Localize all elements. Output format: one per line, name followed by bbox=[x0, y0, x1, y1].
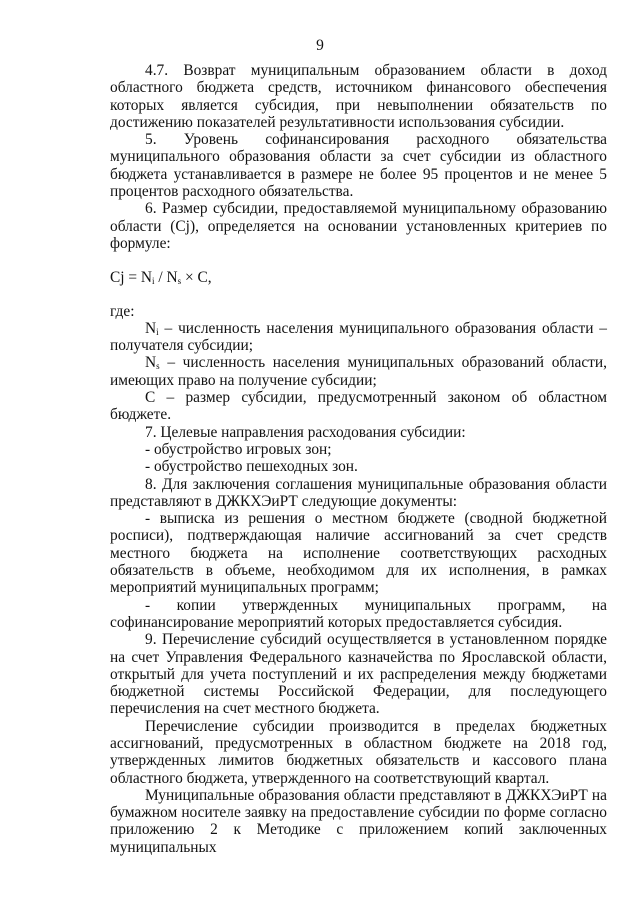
formula-rhs: × С, bbox=[181, 269, 212, 287]
document-body bbox=[110, 62, 607, 856]
formula-sub-i: i bbox=[152, 276, 155, 287]
def-ni-letter: N bbox=[145, 319, 157, 337]
formula-sub-s: s bbox=[177, 276, 182, 287]
paragraph-7: 7. Целевые направления расходования субсидии: bbox=[145, 423, 466, 441]
paragraph-8: 8. Для заключения соглашения муниципальные образования области представляют в ДЖКХЭиРТ следующие документы: bbox=[110, 475, 607, 510]
paragraph-9-b: Перечисление субсидии производится в пределах бюджетных ассигнований, предусмотренных в областном бюджете на 2018 год, утвержденных лимитов бюджетных обязательств и кассового плана областного бюджета, утвержденного на соответствующий квартал. bbox=[110, 717, 607, 787]
def-ni-sub: i bbox=[156, 326, 159, 337]
def-ns-letter: N bbox=[145, 354, 157, 372]
where-label: где: bbox=[110, 302, 135, 320]
paragraph-7-item-2: - обустройство пешеходных зон. bbox=[145, 458, 358, 476]
definition-c: С – размер субсидии, предусмотренный законом об областном бюджете. bbox=[110, 389, 607, 424]
formula-lhs: Cj = N bbox=[110, 269, 153, 287]
paragraph-9: 9. Перечисление субсидий осуществляется в установленном порядке на счет Управления Федерального казначейства по Ярославской области, открытый для учета поступлений и их распределения между бюджетами бюджетной системы Российской Федерации, для последующего перечисления на счет местного бюджета. bbox=[110, 631, 607, 718]
paragraph-8-item-1: - выписка из решения о местном бюджете (сводной бюджетной росписи), подтверждающая наличие ассигнований за счет средств местного бюджета на исполнение соответствующих расходных обязательств в объеме, необходимом для их исполнения, в рамках мероприятий муниципальных программ; bbox=[110, 510, 607, 597]
paragraph-5: 5. Уровень софинансирования расходного обязательства муниципального образования области за счет субсидии из областного бюджета устанавливается в размере не более 95 процентов и не менее 5 процентов расходного обязательства. bbox=[110, 131, 607, 201]
def-ns-text: – численность населения муниципальных образований области, имеющих право на получение субсидии; bbox=[110, 354, 607, 389]
paragraph-9-c: Муниципальные образования области представляют в ДЖКХЭиРТ на бумажном носителе заявку на предоставление субсидии по форме согласно приложению 2 к Методике с приложением копий заключенных муниципальных bbox=[110, 786, 607, 856]
definition-ni bbox=[110, 320, 607, 355]
page-number: 9 bbox=[316, 37, 324, 54]
paragraph-4-7: 4.7. Возврат муниципальным образованием области в доход областного бюджета средств, источником финансового обеспечения которых является субсидия, при невыполнении обязательств по достижению показателей результативности использования субсидии. bbox=[110, 62, 607, 131]
paragraph-6: 6. Размер субсидии, предоставляемой муниципальному образованию области (Cj), определяется на основании установленных критериев по формуле: bbox=[110, 200, 607, 252]
def-ns-sub: s bbox=[156, 361, 160, 372]
definition-ns bbox=[110, 354, 607, 389]
paragraph-8-item-2: - копии утвержденных муниципальных программ, на софинансирование мероприятий которых предоставляется субсидия. bbox=[110, 596, 607, 631]
def-ni-text: – численность населения муниципального образования области – получателя субсидии; bbox=[110, 319, 607, 355]
paragraph-7-item-1: - обустройство игровых зон; bbox=[145, 440, 332, 458]
subsidy-formula bbox=[110, 269, 607, 286]
formula-mid: / N bbox=[154, 269, 178, 287]
